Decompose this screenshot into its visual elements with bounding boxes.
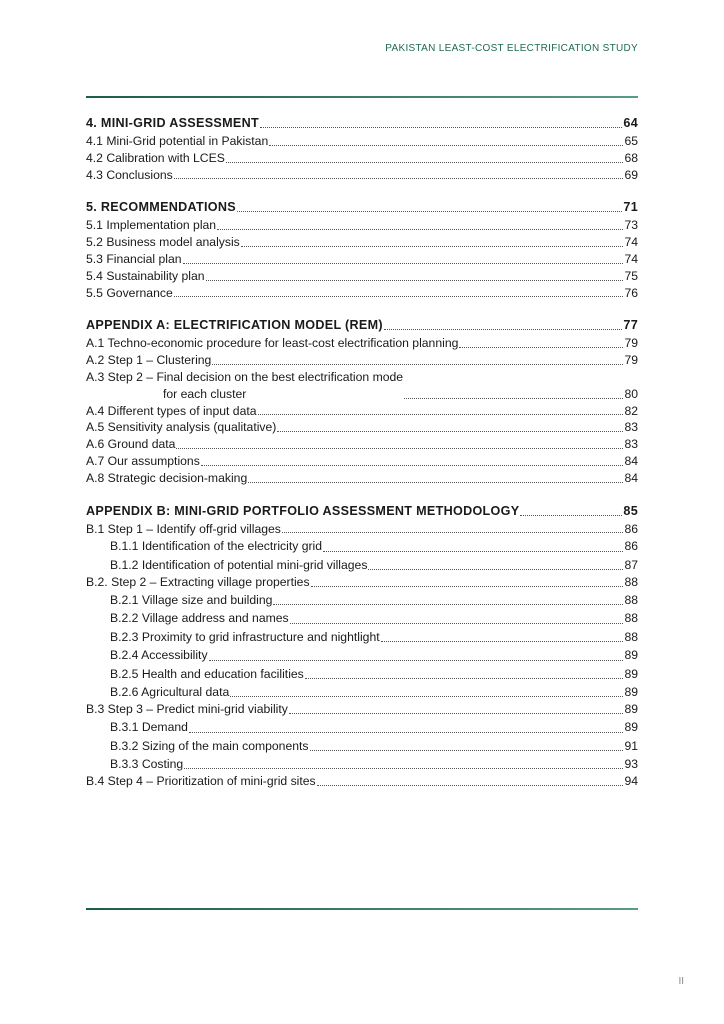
leader-dots bbox=[520, 515, 622, 516]
toc-subentry[interactable] bbox=[86, 665, 638, 683]
toc-page-number: 93 bbox=[624, 757, 638, 771]
toc-entry[interactable] bbox=[86, 133, 638, 150]
toc-entry-label: 5.5 Governance bbox=[86, 285, 173, 300]
toc-page-number: 89 bbox=[624, 684, 638, 699]
leader-dots bbox=[317, 785, 624, 786]
leader-dots bbox=[209, 660, 624, 661]
leader-dots bbox=[230, 696, 623, 697]
toc-entry-label: A.1 Techno-economic procedure for least-cost electrification planning bbox=[86, 336, 459, 351]
leader-dots bbox=[273, 604, 623, 605]
toc-entry[interactable] bbox=[86, 335, 638, 352]
toc-entry-label: B.1.2 Identification of potential mini-grid villages bbox=[110, 557, 368, 572]
toc-page-number: 76 bbox=[624, 285, 638, 300]
leader-dots bbox=[282, 532, 624, 533]
toc-page-number: 94 bbox=[624, 774, 638, 789]
toc-page-number: 89 bbox=[624, 666, 638, 681]
toc-entry-label: A.4 Different types of input data bbox=[86, 403, 257, 418]
toc-entry-label: A.2 Step 1 – Clustering bbox=[86, 353, 212, 368]
running-header: PAKISTAN LEAST-COST ELECTRIFICATION STUDY bbox=[385, 43, 638, 54]
toc-page-number: 82 bbox=[624, 403, 638, 418]
leader-dots bbox=[311, 586, 624, 587]
leader-dots bbox=[226, 162, 624, 163]
toc-entry[interactable] bbox=[86, 268, 638, 285]
toc-entry-label: A.6 Ground data bbox=[86, 437, 176, 452]
toc-section-4 bbox=[86, 115, 638, 183]
leader-dots bbox=[381, 641, 624, 642]
leader-dots bbox=[290, 623, 624, 624]
leader-dots bbox=[183, 263, 624, 264]
toc-entry-label: 4.1 Mini-Grid potential in Pakistan bbox=[86, 134, 269, 148]
toc-page-number: 74 bbox=[624, 235, 638, 250]
toc-entry[interactable] bbox=[86, 251, 638, 268]
page-number: II bbox=[678, 976, 684, 987]
toc-page-number: 64 bbox=[623, 116, 638, 130]
leader-dots bbox=[201, 465, 624, 466]
toc-entry-label: B.3.2 Sizing of the main components bbox=[110, 738, 309, 753]
toc-page-number: 86 bbox=[624, 539, 638, 554]
toc-entry-label: 5.3 Financial plan bbox=[86, 251, 182, 266]
leader-dots bbox=[184, 768, 623, 769]
toc-subentry[interactable] bbox=[86, 718, 638, 736]
toc-section-appendix-a bbox=[86, 317, 638, 486]
toc-subentry[interactable] bbox=[86, 628, 638, 646]
leader-dots bbox=[174, 178, 624, 179]
toc-entry-label: B.2.4 Accessibility bbox=[110, 648, 208, 663]
toc-entry[interactable] bbox=[86, 369, 638, 403]
toc-entry[interactable] bbox=[86, 773, 638, 790]
toc-heading[interactable] bbox=[86, 317, 638, 334]
toc-entry-label bbox=[86, 369, 403, 403]
toc-entry-label: B.2.3 Proximity to grid infrastructure and nightlight bbox=[110, 629, 380, 644]
leader-dots bbox=[368, 569, 623, 570]
toc-entry-label: A.5 Sensitivity analysis (qualitative) bbox=[86, 420, 277, 435]
toc-page-number: 84 bbox=[624, 470, 638, 485]
toc-entry-label: 5.2 Business model analysis bbox=[86, 235, 240, 250]
toc-entry-label: B.2.1 Village size and building bbox=[110, 592, 273, 607]
toc-entry-label: B.2.2 Village address and names bbox=[110, 611, 289, 626]
toc-page-number: 69 bbox=[624, 167, 638, 182]
toc-entry[interactable] bbox=[86, 285, 638, 302]
toc-entry-label: B.2.5 Health and education facilities bbox=[110, 666, 304, 681]
toc-entry-label: B.1.1 Identification of the electricity grid bbox=[110, 539, 323, 554]
top-divider bbox=[86, 96, 638, 98]
toc-entry-label-line1: A.3 Step 2 – Final decision on the best electrification mode bbox=[86, 369, 404, 384]
toc-entry[interactable] bbox=[86, 453, 638, 470]
toc-page-number: 89 bbox=[624, 720, 638, 735]
toc-entry-label: B.2.6 Agricultural data bbox=[110, 684, 230, 699]
toc-heading-label: APPENDIX B: MINI-GRID PORTFOLIO ASSESSMENT METHODOLOGY bbox=[86, 503, 520, 518]
leader-dots bbox=[459, 347, 623, 348]
toc-page-number: 65 bbox=[624, 134, 638, 148]
toc-page-number: 73 bbox=[624, 218, 638, 233]
toc-page-number: 88 bbox=[624, 592, 638, 607]
toc-page-number: 84 bbox=[624, 453, 638, 468]
leader-dots bbox=[241, 246, 624, 247]
leader-dots bbox=[248, 482, 623, 483]
toc-entry-label: B.3 Step 3 – Predict mini-grid viability bbox=[86, 702, 288, 717]
toc-entry-label: B.2. Step 2 – Extracting village properties bbox=[86, 575, 310, 590]
toc-heading[interactable] bbox=[86, 115, 638, 132]
toc-entry[interactable] bbox=[86, 352, 638, 369]
toc-entry-label: B.4 Step 4 – Prioritization of mini-grid sites bbox=[86, 774, 316, 789]
leader-dots bbox=[206, 280, 624, 281]
toc-entry-label: B.1 Step 1 – Identify off-grid villages bbox=[86, 521, 281, 536]
toc-heading-label: 5. RECOMMENDATIONS bbox=[86, 200, 236, 215]
toc-heading-label: APPENDIX A: ELECTRIFICATION MODEL (REM) bbox=[86, 318, 383, 333]
toc-entry[interactable] bbox=[86, 150, 638, 167]
toc-subentry[interactable] bbox=[86, 537, 638, 555]
toc-page-number: 85 bbox=[623, 503, 638, 518]
toc-page-number: 88 bbox=[624, 611, 638, 626]
table-of-contents bbox=[86, 115, 638, 806]
toc-subentry[interactable] bbox=[86, 556, 638, 574]
toc-entry-label: 5.1 Implementation plan bbox=[86, 218, 217, 233]
toc-page-number: 68 bbox=[624, 150, 638, 165]
leader-dots bbox=[305, 678, 624, 679]
bottom-divider bbox=[86, 908, 638, 910]
toc-entry[interactable] bbox=[86, 403, 638, 420]
toc-entry[interactable] bbox=[86, 217, 638, 234]
toc-page-number: 89 bbox=[624, 702, 638, 717]
leader-dots bbox=[310, 750, 624, 751]
leader-dots bbox=[174, 296, 624, 297]
toc-entry[interactable] bbox=[86, 521, 638, 538]
toc-section-appendix-b bbox=[86, 503, 638, 791]
toc-page-number: 88 bbox=[624, 575, 638, 590]
toc-page-number: 83 bbox=[624, 437, 638, 452]
toc-entry-label: A.8 Strategic decision-making bbox=[86, 470, 248, 485]
toc-page-number: 86 bbox=[624, 521, 638, 536]
toc-page-number: 75 bbox=[624, 268, 638, 283]
leader-dots bbox=[258, 414, 624, 415]
leader-dots bbox=[237, 211, 622, 212]
leader-dots bbox=[404, 398, 623, 399]
toc-page-number: 71 bbox=[623, 200, 638, 215]
leader-dots bbox=[277, 431, 623, 432]
leader-dots bbox=[384, 329, 622, 330]
toc-subentry[interactable] bbox=[86, 683, 638, 701]
toc-heading-label: 4. MINI-GRID ASSESSMENT bbox=[86, 116, 259, 130]
toc-subentry[interactable] bbox=[86, 591, 638, 609]
toc-page-number: 79 bbox=[624, 336, 638, 351]
toc-page-number: 87 bbox=[624, 557, 638, 572]
toc-entry[interactable] bbox=[86, 574, 638, 591]
toc-entry[interactable] bbox=[86, 234, 638, 251]
toc-entry[interactable] bbox=[86, 419, 638, 436]
toc-entry[interactable] bbox=[86, 470, 638, 487]
leader-dots bbox=[189, 732, 624, 733]
toc-entry-label: B.3.3 Costing bbox=[110, 757, 184, 771]
leader-dots bbox=[260, 127, 622, 128]
leader-dots bbox=[289, 713, 624, 714]
toc-page-number: 77 bbox=[623, 318, 638, 333]
toc-entry-label: A.7 Our assumptions bbox=[86, 453, 200, 468]
toc-page-number: 89 bbox=[624, 648, 638, 663]
toc-entry[interactable] bbox=[86, 167, 638, 184]
toc-entry-label: 4.3 Conclusions bbox=[86, 167, 173, 182]
toc-entry-label: 5.4 Sustainability plan bbox=[86, 268, 205, 283]
toc-heading[interactable] bbox=[86, 503, 638, 520]
toc-page-number: 91 bbox=[624, 738, 638, 753]
leader-dots bbox=[217, 229, 623, 230]
leader-dots bbox=[176, 448, 623, 449]
leader-dots bbox=[323, 551, 623, 552]
toc-subentry[interactable] bbox=[86, 609, 638, 627]
toc-page-number: 83 bbox=[624, 420, 638, 435]
toc-entry[interactable] bbox=[86, 436, 638, 453]
toc-page-number: 88 bbox=[624, 629, 638, 644]
toc-subentry[interactable] bbox=[86, 737, 638, 755]
toc-subentry[interactable] bbox=[86, 755, 638, 773]
toc-page-number: 79 bbox=[624, 353, 638, 368]
toc-section-5 bbox=[86, 199, 638, 301]
leader-dots bbox=[269, 145, 623, 146]
toc-entry[interactable] bbox=[86, 701, 638, 718]
toc-entry-label: B.3.1 Demand bbox=[110, 720, 188, 735]
toc-entry-label: 4.2 Calibration with LCES bbox=[86, 150, 225, 165]
toc-page-number: 80 bbox=[624, 386, 638, 401]
toc-page-number: 74 bbox=[624, 251, 638, 266]
toc-subentry[interactable] bbox=[86, 646, 638, 664]
toc-heading[interactable] bbox=[86, 199, 638, 216]
leader-dots bbox=[212, 364, 623, 365]
toc-entry-label-line2: for each cluster bbox=[163, 386, 247, 401]
